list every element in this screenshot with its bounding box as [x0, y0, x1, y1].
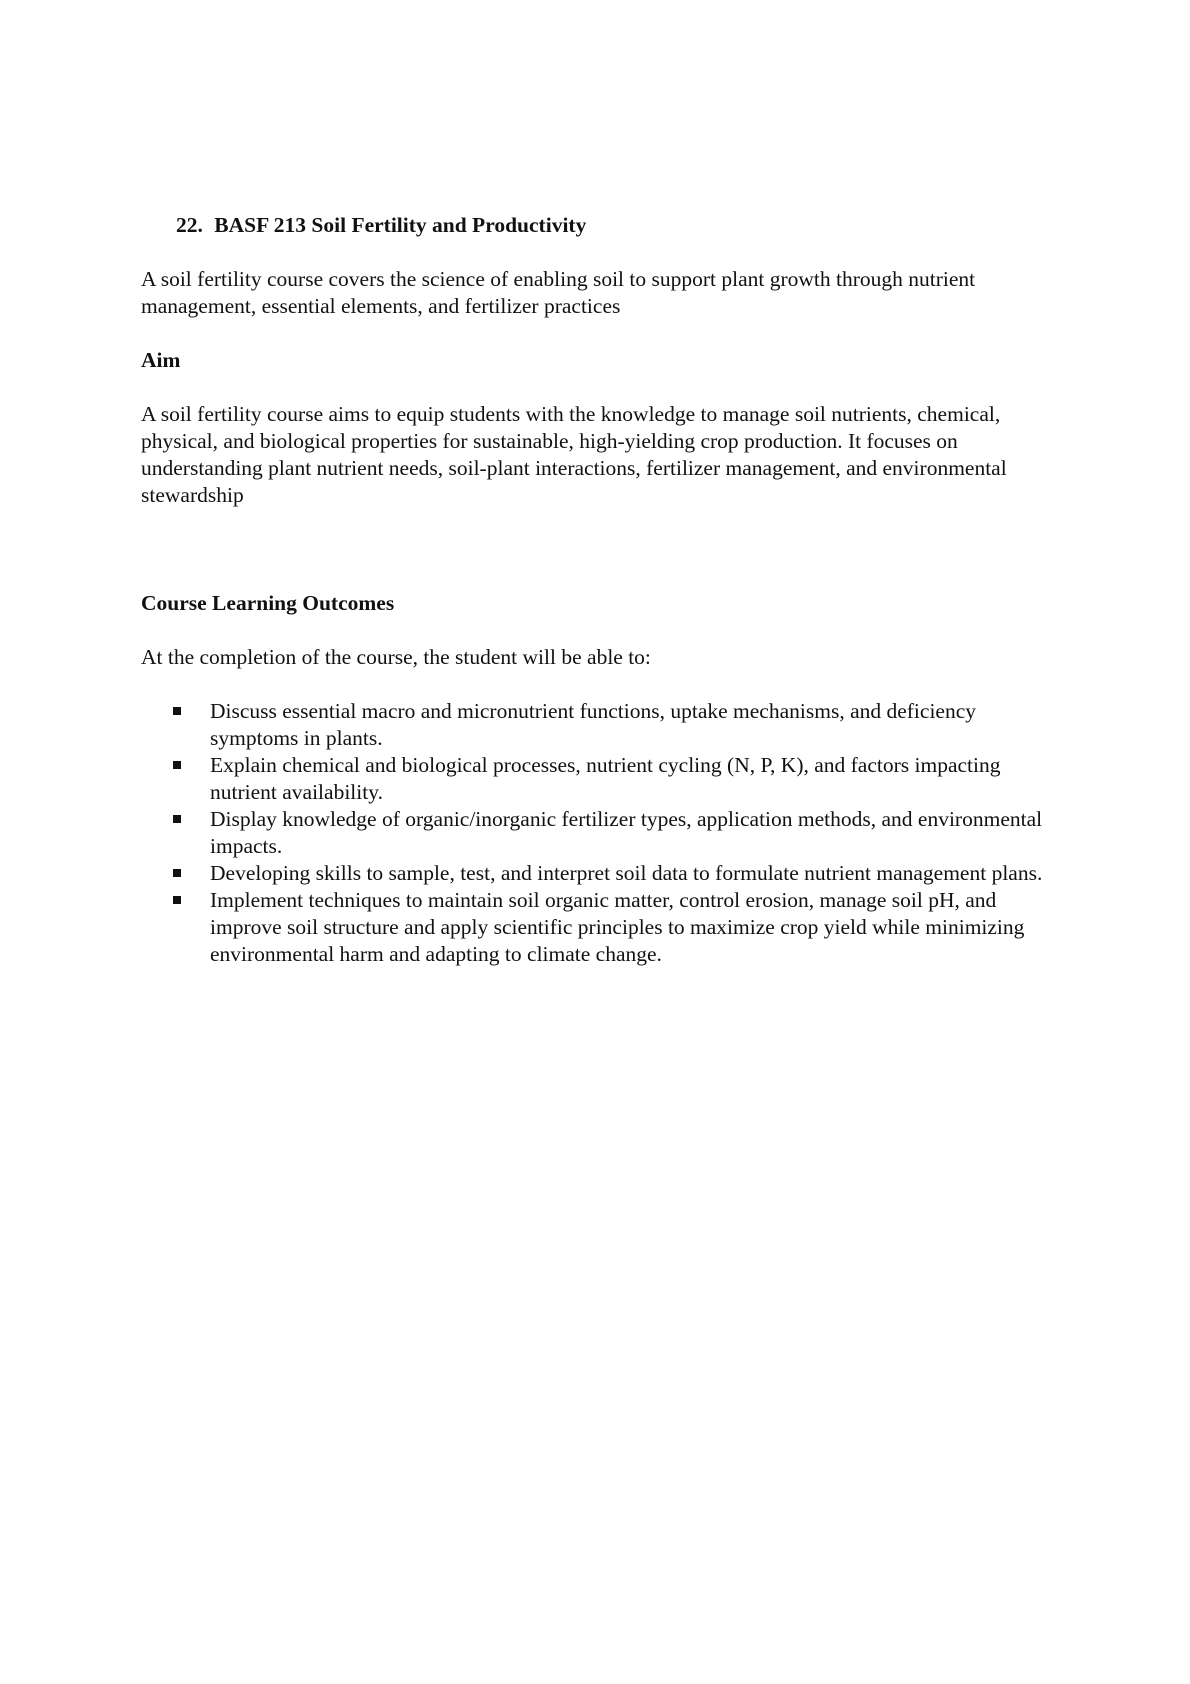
outcomes-intro: At the completion of the course, the student will be able to:	[141, 645, 651, 669]
square-bullet-icon	[173, 896, 181, 904]
outcome-text: Discuss essential macro and micronutrient functions, uptake mechanisms, and deficiency symptoms in plants.	[210, 699, 977, 750]
section-spacer	[141, 536, 1061, 590]
aim-paragraph: A soil fertility course aims to equip students with the knowledge to manage soil nutrients, chemical, physical, and biological properties for sustainable, high-yielding crop production. It focuses on understanding plant nutrient needs, soil-plant interactions, fertilizer management, and environmental stewardship	[141, 402, 1007, 507]
outcomes-list	[141, 698, 1061, 968]
outcome-text: Explain chemical and biological processes, nutrient cycling (N, P, K), and factors impacting nutrient availability.	[210, 753, 1001, 804]
outcome-item	[210, 698, 1061, 752]
course-heading	[176, 212, 1061, 239]
outcome-item	[210, 860, 1061, 887]
outcome-text: Display knowledge of organic/inorganic fertilizer types, application methods, and environmental impacts.	[210, 807, 1043, 858]
aim-heading: Aim	[141, 348, 181, 372]
outcome-item	[210, 752, 1061, 806]
square-bullet-icon	[173, 707, 181, 715]
document-content	[141, 212, 1061, 968]
square-bullet-icon	[173, 869, 181, 877]
outcome-item	[210, 887, 1061, 968]
outcome-text: Implement techniques to maintain soil organic matter, control erosion, manage soil pH, and improve soil structure and apply scientific principles to maximize crop yield while minimizing environmental harm and adapting to climate change.	[210, 888, 1025, 966]
square-bullet-icon	[173, 761, 181, 769]
course-intro-paragraph: A soil fertility course covers the science of enabling soil to support plant growth through nutrient management, essential elements, and fertilizer practices	[141, 267, 976, 318]
course-heading-title: BASF 213 Soil Fertility and Productivity	[214, 213, 587, 237]
outcomes-heading: Course Learning Outcomes	[141, 591, 395, 615]
outcome-item	[210, 806, 1061, 860]
course-heading-number: 22.	[176, 213, 203, 237]
square-bullet-icon	[173, 815, 181, 823]
outcome-text: Developing skills to sample, test, and interpret soil data to formulate nutrient management plans.	[210, 861, 1043, 885]
